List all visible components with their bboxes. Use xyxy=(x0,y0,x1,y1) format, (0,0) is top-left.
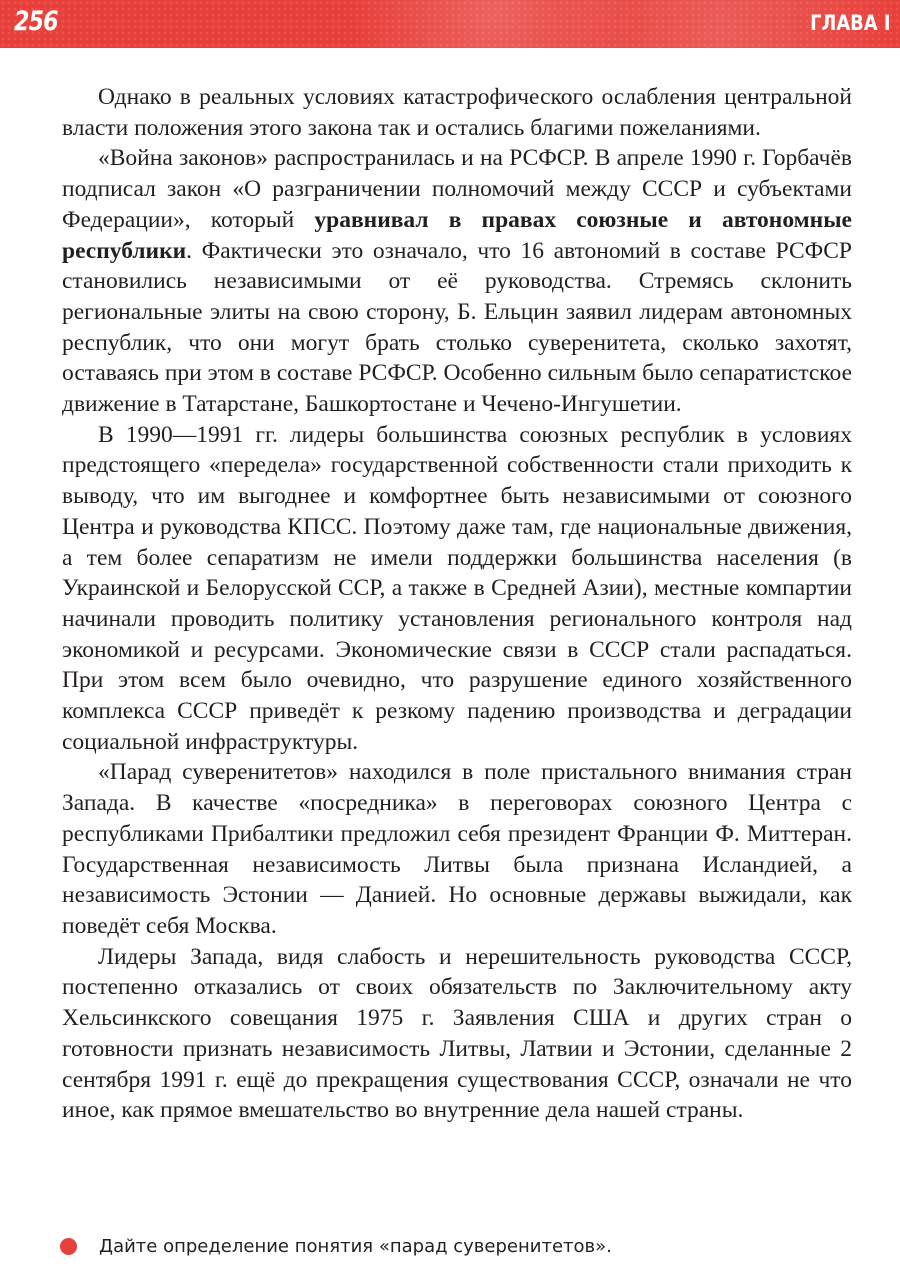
page-number: 256 xyxy=(14,6,58,37)
paragraph-2-emphasis: уравнивал в правах союзные и автономные республики xyxy=(62,206,852,264)
red-bullet-icon xyxy=(60,1238,77,1255)
paragraph-4: «Парад суверенитетов» находился в поле пристального внимания стран Запада. В качестве «посредника» в переговорах союзного Центра с республиками Прибалтики предложил себя президент Франции Ф. Миттеран. Государственная независимость Литвы была признана Исландией, а независимость Эстонии — Данией. Но основные державы выжидали, как поведёт себя Москва. xyxy=(62,759,852,939)
paragraph-2-start: «Война законов» распространилась и на РСФСР. В апреле 1990 г. Горбачёв подписал закон «О разграничении полномочий между СССР и субъектами Федерации», который xyxy=(62,145,852,233)
question-text: Дайте определение понятия «парад суверенитетов». xyxy=(99,1236,612,1257)
paragraph-3: В 1990—1991 гг. лидеры большинства союзных республик в условиях предстоящего «передела» государственной собственности стали приходить к выводу, что им выгоднее и комфортнее быть независимыми от союзного Центра и руководства КПСС. Поэтому даже там, где национальные движения, а тем более сепаратизм не имели поддержки большинства населения (в Украинской и Белорусской ССР, а также в Средней Азии), местные компартии начинали проводить политику установления регионального контроля над экономикой и ресурсами. Экономические связи в СССР стали распадаться. При этом всем было очевидно, что разрушение единого хозяйственного комплекса СССР приведёт к резкому падению производства и деградации социальной инфраструктуры. xyxy=(62,421,852,755)
page-header xyxy=(0,0,900,48)
paragraph-1: Однако в реальных условиях катастрофического ослабления центральной власти положения этого закона так и остались благими пожеланиями. xyxy=(62,84,852,141)
paragraph-5: Лидеры Запада, видя слабость и нерешительность руководства СССР, постепенно отказались от своих обязательств по Заключительному акту Хельсинкского совещания 1975 г. Заявления США и других стран о готовности признать независимость Литвы, Латвии и Эстонии, сделанные 2 сентября 1991 г. ещё до прекращения существования СССР, означали не что иное, как прямое вмешательство во внутренние дела нашей страны. xyxy=(62,943,852,1124)
body-text xyxy=(62,82,852,1126)
paragraph-2 xyxy=(62,143,852,419)
question-task xyxy=(60,1236,860,1257)
paragraph-2-end: . Фактически это означало, что 16 автономий в составе РСФСР становились независимыми от её руководства. Стремясь склонить региональные элиты на свою сторону, Б. Ельцин заявил лидерам автономных республик, что они могут брать столько суверенитета, сколько захотят, оставаясь при этом в составе РСФСР. Особенно сильным было сепаратистское движение в Татарстане, Башкортостане и Чечено-Ингушетии. xyxy=(62,237,852,418)
chapter-label: ГЛАВА I xyxy=(809,11,890,35)
